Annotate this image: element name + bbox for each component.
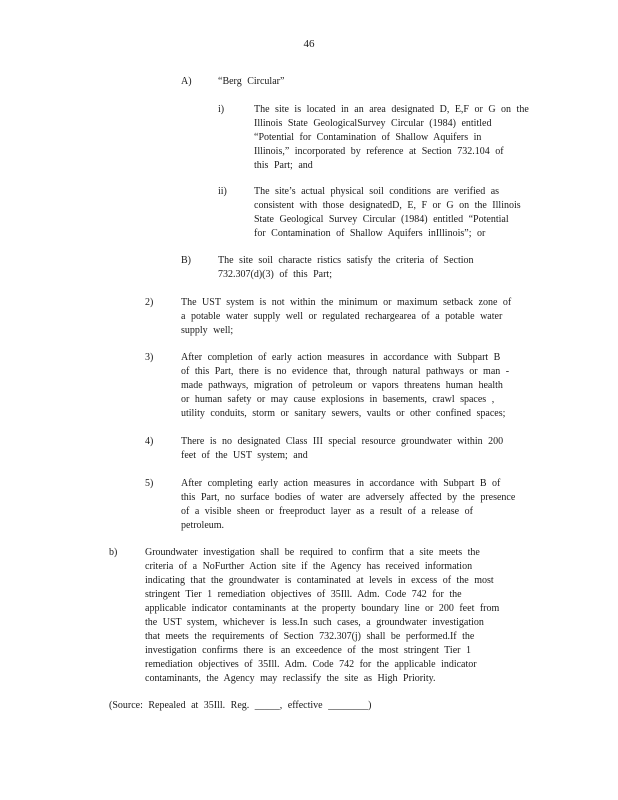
item-label-3: 3) (145, 352, 154, 363)
source-note: (Source: Repealed at 35Ill. Reg. _____, effective ________) (109, 700, 372, 711)
item-text-4: There is no designated Class III special resource groundwater within 200 feet of the UST system; and (181, 436, 504, 461)
item-heading-A: “Berg Circular” (218, 76, 285, 87)
item-label-ii: ii) (218, 186, 227, 197)
item-text-3: After completion of early action measures in accordance with Subpart B of this Part, there is no evidence that, through natural pathways or man - made pathways, migration of petroleum or vapors threatens human health or human safety or may cause explosions in basements, crawl spaces , utility conduits, storm or sanitary sewers, vaults or other confined spaces; (181, 352, 510, 419)
item-label-4: 4) (145, 436, 154, 447)
item-text-ii: The site’s actual physical soil conditions are verified as consistent with those designatedD, E, F or G on the Illinois State Geological Survey Circular (1984) entitled “Potential for Contamination of Shallow Aquifers inIllinois”; or (254, 186, 521, 239)
item-text-2: The UST system is not within the minimum or maximum setback zone of a potable water supply well or regulated rechargearea of a potable water supply well; (181, 297, 512, 336)
item-text-b: Groundwater investigation shall be required to confirm that a site meets the criteria of a NoFurther Action site if the Agency has received information indicating that the groundwater is contaminated at levels in excess of the most stringent Tier 1 remediation objectives of 35Ill. Adm. Code 742 for the applicable indicator contaminants at the property boundary line or 200 feet from the UST system, whichever is less.In such cases, a groundwater investigation that meets the requirements of Section 732.307(j) shall be performed.If the investigation confirms there is an exceedence of the most stringent Tier 1 remediation objectives of 35Ill. Adm. Code 742 for the applicable indicator contaminants, the Agency may reclassify the site as High Priority. (145, 547, 500, 684)
item-label-B: B) (181, 255, 191, 266)
item-text-B: The site soil characte ristics satisfy the criteria of Section 732.307(d)(3) of this Part; (218, 255, 474, 280)
item-text-5: After completing early action measures in accordance with Subpart B of this Part, no surface bodies of water are adversely affected by the presence of a visible sheen or freeproduct layer as a result of a release of petroleum. (181, 478, 516, 531)
item-label-b: b) (109, 547, 118, 558)
item-label-i: i) (218, 104, 225, 115)
item-label-A: A) (181, 76, 192, 87)
item-text-i: The site is located in an area designated D, E,F or G on the Illinois State GeologicalSurvey Circular (1984) entitled “Potential for Contamination of Shallow Aquifers in Illinois,” incorporated by reference at Section 732.104 of this Part; and (254, 104, 529, 171)
item-label-2: 2) (145, 297, 154, 308)
page-number: 46 (303, 38, 315, 50)
item-label-5: 5) (145, 478, 154, 489)
